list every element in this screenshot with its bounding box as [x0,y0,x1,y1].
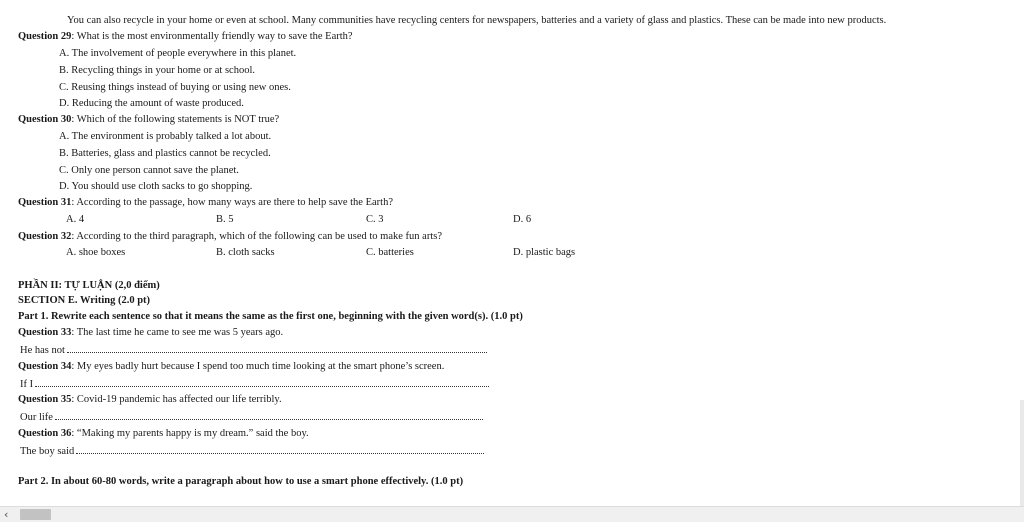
section-heading: SECTION E. Writing (2.0 pt) [18,295,151,306]
question-text: : According to the passage, how many ways are there to help save the Earth? [71,197,393,208]
answer-blank[interactable] [35,377,489,387]
answer-prompt: He has not [20,345,65,356]
part-two-instruction: Part 2. In about 60-80 words, write a paragraph about how to use a smart phone effectively. (1.0 pt) [18,476,464,487]
q32-option-c: C. batteries [366,247,414,258]
question-label: Question 32 [18,231,72,242]
q29-option-c: C. Reusing things instead of buying or using new ones. [59,82,291,93]
q30-option-d: D. You should use cloth sacks to go shopping. [59,181,253,192]
intro-paragraph: You can also recycle in your home or even at school. Many communities have recycling centers for newspapers, batteries and a variety of glass and plastics. These can be made into new products. [67,15,887,26]
answer-blank[interactable] [67,343,487,353]
question-36 [18,427,309,440]
question-text: : “Making my parents happy is my dream.” said the boy. [71,428,309,439]
question-31 [18,196,393,209]
question-32 [18,230,442,243]
q29-option-d: D. Reducing the amount of waste produced. [59,98,244,109]
vertical-scroll-track[interactable] [1020,400,1024,506]
q30-option-c: C. Only one person cannot save the planet. [59,165,239,176]
answer-blank[interactable] [55,410,483,420]
question-label: Question 35 [18,394,72,405]
q33-answer-line [20,343,487,357]
question-text: : Which of the following statements is NOT true? [71,114,280,125]
question-text: : According to the third paragraph, which of the following can be used to make fun arts? [71,231,442,242]
question-35 [18,393,282,406]
question-29 [18,30,353,43]
q31-option-c: C. 3 [366,214,384,225]
q32-option-a: A. shoe boxes [66,247,126,258]
answer-blank[interactable] [76,444,484,454]
q32-option-d: D. plastic bags [513,247,576,258]
q35-answer-line [20,410,483,424]
horizontal-scrollbar[interactable] [0,506,1024,522]
question-text: : Covid-19 pandemic has affected our life terribly. [71,394,282,405]
q34-answer-line [20,377,489,391]
question-text: : The last time he came to see me was 5 years ago. [71,327,284,338]
q29-option-b: B. Recycling things in your home or at school. [59,65,255,76]
q31-option-b: B. 5 [216,214,234,225]
question-label: Question 34 [18,361,72,372]
question-33 [18,326,283,339]
q36-answer-line [20,444,484,458]
question-34 [18,360,444,373]
q30-option-a: A. The environment is probably talked a lot about. [59,131,272,142]
answer-prompt: If I [20,379,34,390]
answer-prompt: The boy said [20,446,75,457]
question-text: : My eyes badly hurt because I spend too much time looking at the smart phone’s screen. [71,361,445,372]
part-one-instruction: Part 1. Rewrite each sentence so that it means the same as the first one, beginning with the given word(s). (1.0 pt) [18,311,523,322]
question-text: : What is the most environmentally friendly way to save the Earth? [71,31,353,42]
question-label: Question 33 [18,327,72,338]
question-label: Question 29 [18,31,72,42]
q30-option-b: B. Batteries, glass and plastics cannot be recycled. [59,148,271,159]
q31-option-d: D. 6 [513,214,532,225]
q31-option-a: A. 4 [66,214,85,225]
question-label: Question 30 [18,114,72,125]
q32-option-b: B. cloth sacks [216,247,275,258]
part-two-heading: PHẦN II: TỰ LUẬN (2,0 điểm) [18,280,160,291]
question-30 [18,113,279,126]
question-label: Question 31 [18,197,72,208]
answer-prompt: Our life [20,412,53,423]
scroll-left-icon[interactable]: ‹ [4,508,9,521]
scroll-thumb[interactable] [20,509,51,520]
question-label: Question 36 [18,428,72,439]
q29-option-a: A. The involvement of people everywhere in this planet. [59,48,297,59]
